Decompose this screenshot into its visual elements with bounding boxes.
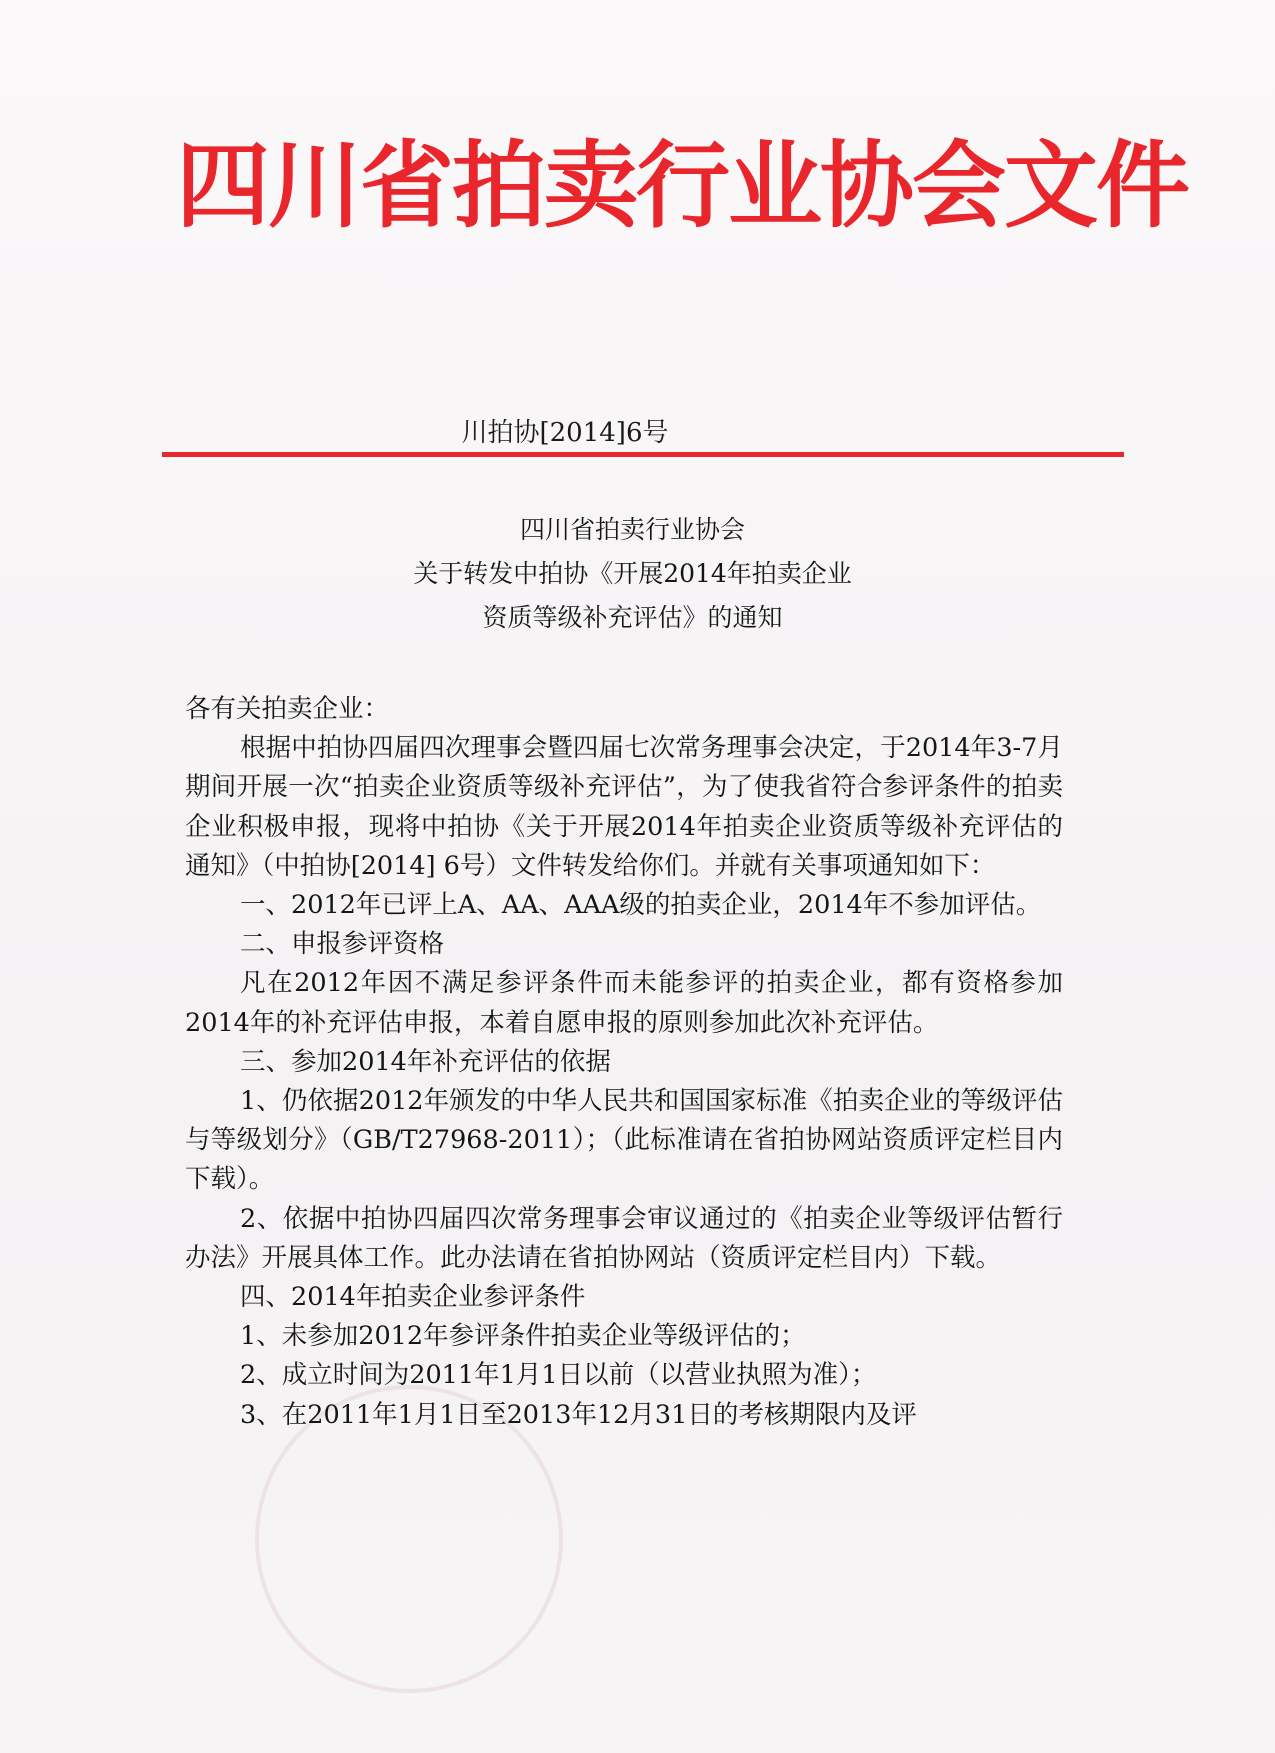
item-1-paragraph: 一、2012年已评上A、AA、AAA级的拍卖企业，2014年不参加评估。 [240,890,1042,921]
notice-title-line-1: 四川省拍卖行业协会 [519,515,745,544]
section-4-item-1: 1、未参加2012年参评条件拍卖企业等级评估的； [240,1321,806,1352]
section-4-heading: 四、2014年拍卖企业参评条件 [240,1282,586,1313]
document-number: 川拍协[2014]6号 [461,418,669,448]
document-body [185,690,1063,1435]
section-3-heading: 三、参加2014年补充评估的依据 [240,1046,611,1077]
section-3-item-1: 1、仍依据2012年颁发的中华人民共和国国家标准《拍卖企业的等级评估与等级划分》（GB/T27968-2011）；（此标准请在省拍协网站资质评定栏目内下载）。 [185,1086,1063,1195]
section-4-item-2: 2、成立时间为2011年1月1日以前（以营业执照为准）； [240,1360,877,1391]
section-2-heading: 二、申报参评资格 [240,929,445,960]
section-3-item-2: 2、依据中拍协四届四次常务理事会审议通过的《拍卖企业等级评估暂行办法》开展具体工作。此办法请在省拍协网站（资质评定栏目内）下载。 [185,1203,1063,1273]
salutation: 各有关拍卖企业： [185,694,390,724]
document-header-title: 四川省拍卖行业协会文件 [176,132,1189,241]
intro-paragraph: 根据中拍协四届四次理事会暨四届七次常务理事会决定，于2014年3-7月期间开展一次“拍卖企业资质等级补充评估”，为了使我省符合参评条件的拍卖企业积极申报，现将中拍协《关于开展2014年拍卖企业资质等级补充评估的通知》（中拍协[2014] 6号）文件转发给你们。并就有关事项通知如下： [185,733,1063,881]
notice-title-line-2: 关于转发中拍协《开展2014年拍卖企业 [413,559,852,588]
red-divider-line [162,452,1124,457]
notice-title-line-3: 资质等级补充评估》的通知 [482,603,783,632]
section-4-item-3: 3、在2011年1月1日至2013年12月31日的考核期限内及评 [240,1399,917,1430]
section-2-paragraph: 凡在2012年因不满足参评条件而未能参评的拍卖企业，都有资格参加2014年的补充评估申报，本着自愿申报的原则参加此次补充评估。 [185,968,1063,1038]
